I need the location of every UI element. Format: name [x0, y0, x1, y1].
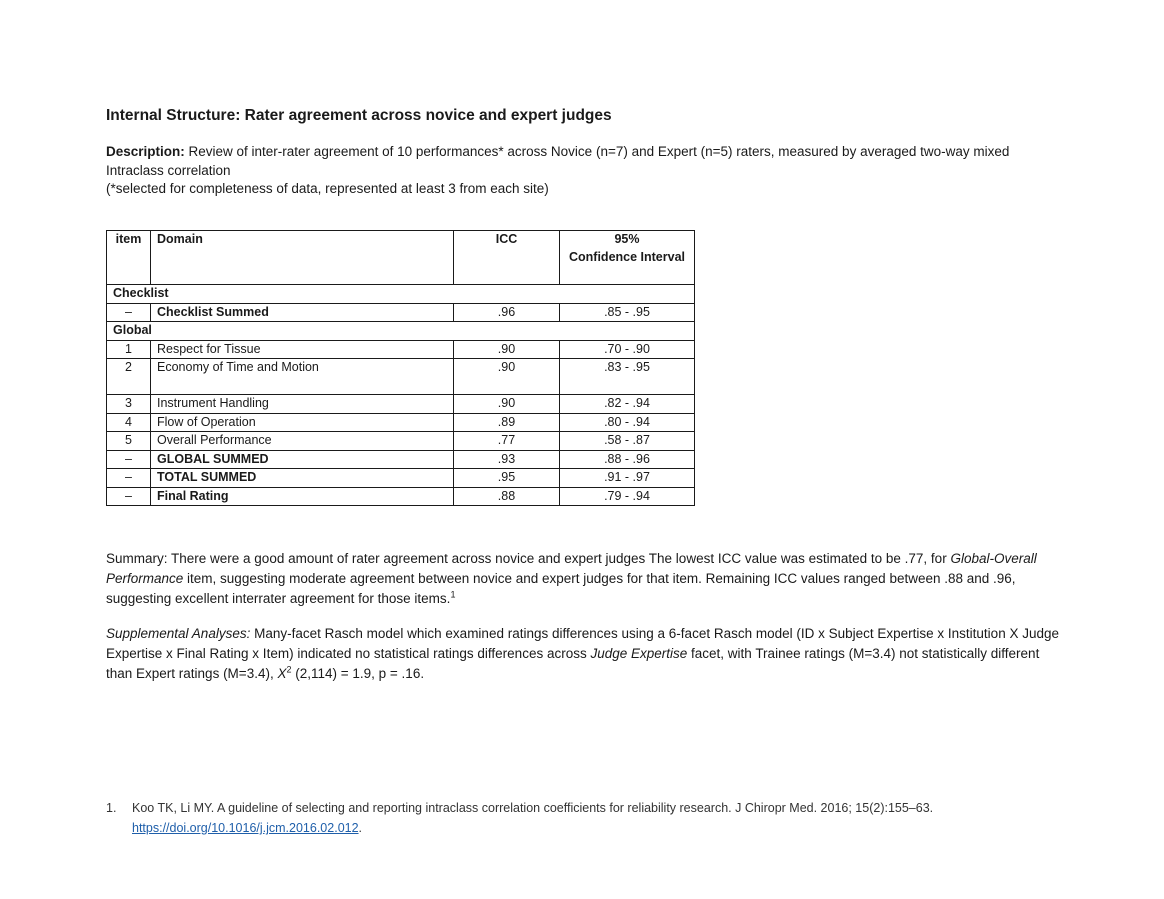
chi-square-symbol: X [277, 666, 287, 681]
summary-text-2: item, suggesting moderate agreement between novice and expert judges for that item. Remaining ICC values ranged between .88 and .96, suggesting excellent interrater agreement for those items. [106, 571, 1016, 606]
table-row [107, 359, 695, 395]
cell-ci: .79 - .94 [560, 487, 695, 506]
footnote [106, 798, 1032, 838]
footnote-end: . [358, 821, 363, 835]
cell-icc: .88 [454, 487, 560, 506]
cell-item: – [107, 450, 151, 469]
section-row-checklist [107, 285, 695, 304]
table-row [107, 303, 695, 322]
icc-table [106, 230, 695, 506]
cell-domain: Respect for Tissue [151, 340, 454, 359]
cell-ci: .82 - .94 [560, 395, 695, 414]
summary-footnote-ref[interactable]: 1 [450, 589, 456, 600]
cell-icc: .90 [454, 395, 560, 414]
footnote-doi-link[interactable]: https://doi.org/10.1016/j.jcm.2016.02.012 [132, 821, 359, 835]
supplemental-text-2: facet, with Trainee ratings (M=3.4) not statistically different than Expert ratings (M=3.4), [106, 646, 1040, 681]
table-row [107, 413, 695, 432]
cell-item: 4 [107, 413, 151, 432]
cell-ci: .85 - .95 [560, 303, 695, 322]
footnote-number: 1. [106, 801, 117, 815]
cell-item: – [107, 303, 151, 322]
cell-domain: Instrument Handling [151, 395, 454, 414]
cell-icc: .96 [454, 303, 560, 322]
summary-paragraph [106, 549, 1066, 609]
header-ci-line2: Confidence Interval [569, 249, 685, 264]
cell-icc: .89 [454, 413, 560, 432]
cell-domain: TOTAL SUMMED [151, 469, 454, 488]
header-ci [560, 231, 695, 285]
section-label-checklist: Checklist [107, 285, 695, 304]
description-text: Review of inter-rater agreement of 10 performances* across Novice (n=7) and Expert (n=5) raters, measured by averaged two-way mixed Intraclass correlation [106, 144, 1010, 178]
description-label: Description: [106, 144, 185, 159]
header-icc: ICC [454, 231, 560, 285]
footnote-text: Koo TK, Li MY. A guideline of selecting and reporting intraclass correlation coefficients for reliability research. J Chiropr Med. 2016; 15(2):155–63. [132, 801, 934, 815]
cell-domain: Final Rating [151, 487, 454, 506]
cell-item: – [107, 469, 151, 488]
section-label-global: Global [107, 322, 695, 341]
cell-item: 5 [107, 432, 151, 451]
supplemental-label: Supplemental Analyses: [106, 626, 251, 641]
cell-ci: .70 - .90 [560, 340, 695, 359]
cell-ci: .80 - .94 [560, 413, 695, 432]
table-header-row [107, 231, 695, 285]
section-row-global [107, 322, 695, 341]
cell-item: – [107, 487, 151, 506]
description [106, 143, 1066, 199]
cell-icc: .93 [454, 450, 560, 469]
chi-square-exponent: 2 [286, 664, 292, 675]
cell-icc: .95 [454, 469, 560, 488]
header-domain: Domain [151, 231, 454, 285]
cell-icc: .77 [454, 432, 560, 451]
table-row [107, 450, 695, 469]
cell-domain: Economy of Time and Motion [151, 359, 454, 395]
cell-item: 1 [107, 340, 151, 359]
cell-item: 2 [107, 359, 151, 395]
table-row [107, 395, 695, 414]
cell-domain: GLOBAL SUMMED [151, 450, 454, 469]
page-title: Internal Structure: Rater agreement across novice and expert judges [106, 107, 612, 124]
header-ci-line1: 95% [614, 232, 640, 246]
cell-domain: Overall Performance [151, 432, 454, 451]
supplemental-paragraph [106, 624, 1066, 684]
supplemental-italic: Judge Expertise [590, 646, 688, 661]
cell-item: 3 [107, 395, 151, 414]
table-row [107, 432, 695, 451]
description-note: (*selected for completeness of data, represented at least 3 from each site) [106, 181, 549, 196]
table-row [107, 340, 695, 359]
cell-ci: .88 - .96 [560, 450, 695, 469]
cell-ci: .91 - .97 [560, 469, 695, 488]
cell-domain: Flow of Operation [151, 413, 454, 432]
header-item: item [107, 231, 151, 285]
cell-ci: .58 - .87 [560, 432, 695, 451]
supplemental-text-3: (2,114) = 1.9, p = .16. [291, 666, 425, 681]
summary-italic: Global-Overall Performance [106, 551, 1037, 586]
cell-icc: .90 [454, 359, 560, 395]
cell-domain: Checklist Summed [151, 303, 454, 322]
table-row [107, 487, 695, 506]
cell-icc: .90 [454, 340, 560, 359]
cell-ci: .83 - .95 [560, 359, 695, 395]
summary-text-1: Summary: There were a good amount of rater agreement across novice and expert judges The lowest ICC value was estimated to be .77, for [106, 551, 951, 566]
table-row [107, 469, 695, 488]
supplemental-text-1: Many-facet Rasch model which examined ratings differences using a 6-facet Rasch model (ID x Subject Expertise x Institution X Judge Expertise x Final Rating x Item) indicated no statistical ratings differences across [106, 626, 1059, 661]
